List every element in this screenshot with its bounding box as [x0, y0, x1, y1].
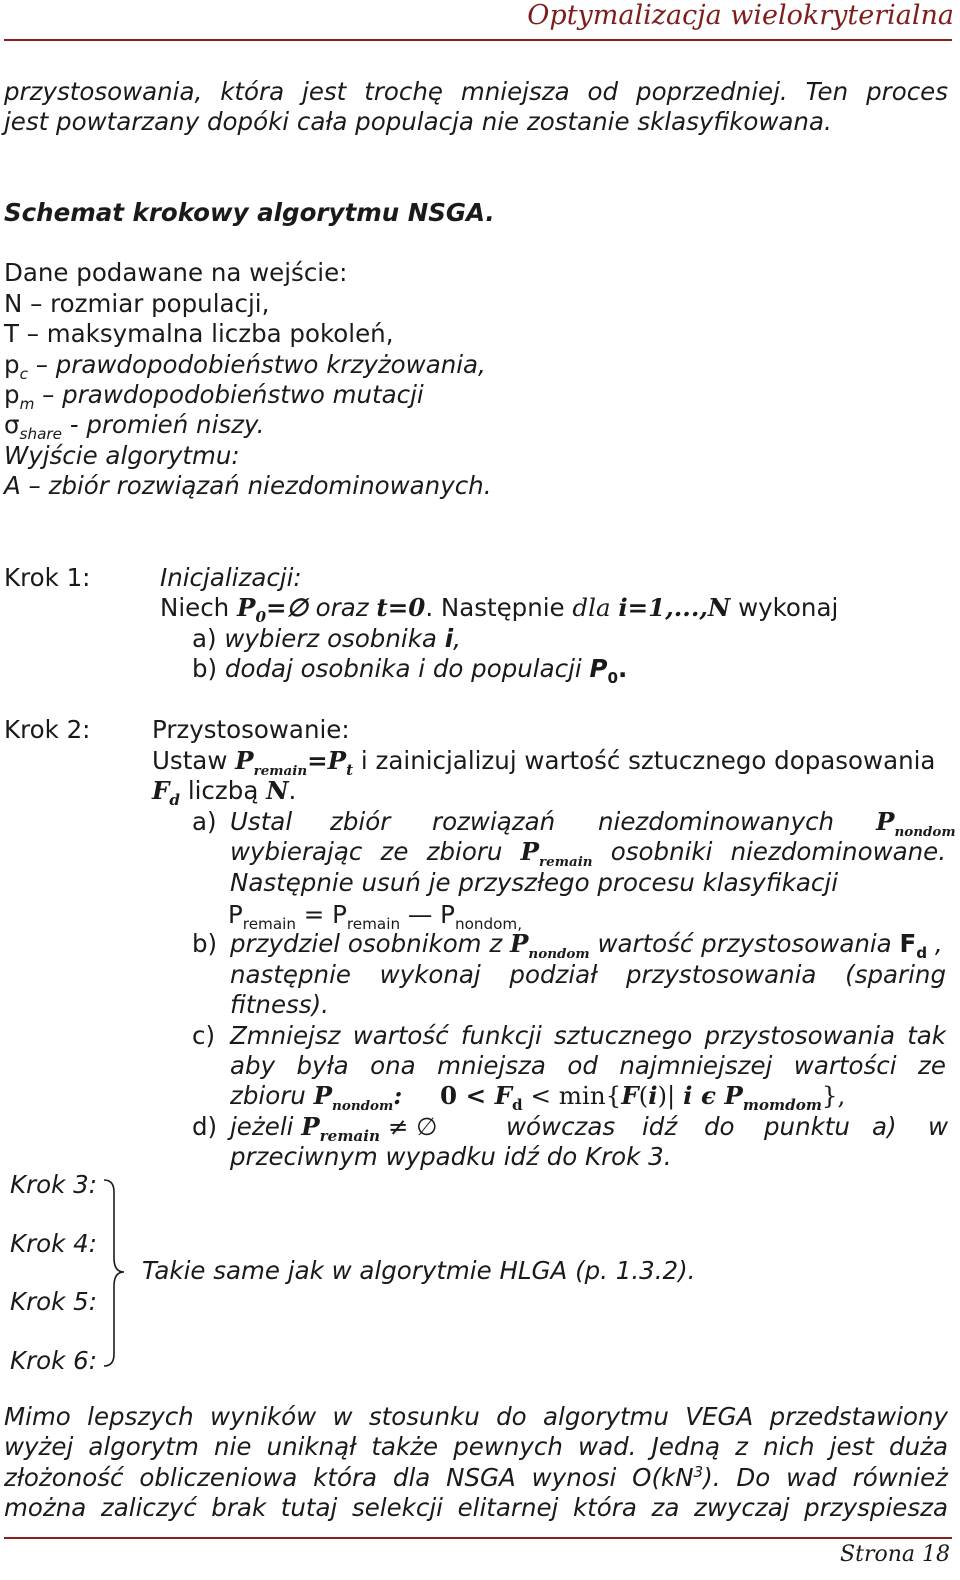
page-header-title: Optymalizacja wielokryterialna: [527, 0, 954, 31]
step-2-a-pnondom: $P_{nondom}$: [876, 807, 956, 840]
step-1-title: Inicjalizacji:: [160, 563, 302, 592]
pm-subscript: m: [19, 394, 35, 413]
step-2-d-word-5: a): [872, 1112, 897, 1141]
step-2-a-line-3: Następnie usuń je przyszłego procesu klasyfikacji: [230, 868, 839, 897]
intro-line-1: przystosowania, która jest trochę mniejsza od poprzedniej. Ten proces: [4, 77, 948, 106]
step-2-c-line-2: aby była ona mniejsza od najmniejszej wartości ze: [230, 1051, 946, 1080]
step-3-label: Krok 3:: [10, 1170, 97, 1199]
step-2-c-line-1: Zmniejsz wartość funkcji sztucznego przystosowania tak: [230, 1021, 946, 1050]
step-2-title: Przystosowanie:: [152, 715, 350, 744]
sigma-symbol: σ: [4, 410, 20, 439]
input-n: N – rozmiar populacji,: [4, 289, 270, 318]
section-title: Schemat krokowy algorytmu NSGA.: [4, 198, 495, 227]
pc-text: – prawdopodobieństwo krzyżowania,: [27, 350, 486, 379]
closing-line-4: można zaliczyć brak tutaj selekcji elitarnej która za zwyczaj przyspiesza: [4, 1493, 948, 1522]
step-5-label: Krok 5:: [10, 1287, 97, 1316]
step-2-d-word-2: idź: [642, 1112, 678, 1141]
input-sigma: [4, 410, 265, 443]
step-2-d-word-6: w: [928, 1112, 949, 1141]
input-t: T – maksymalna liczba pokoleń,: [4, 319, 394, 348]
input-pc: [4, 350, 486, 383]
pc-symbol: p: [4, 350, 20, 379]
curly-brace-icon: [100, 1178, 140, 1368]
step-2-a-word-1: Ustal: [230, 807, 293, 836]
output-a: A – zbiór rozwiązań niezdominowanych.: [4, 471, 492, 500]
step-2-b-line-2: następnie wykonaj podział przystosowania (sparing: [230, 960, 946, 989]
sigma-subscript: share: [19, 424, 62, 443]
step-2-b-label: b): [192, 929, 218, 958]
step-2-c-label: c): [192, 1021, 216, 1050]
step-6-label: Krok 6:: [10, 1346, 97, 1375]
intro-line-2: jest powtarzany dopóki cała populacja nie zostanie sklasyfikowana.: [4, 107, 832, 136]
step-2-a-word-3: rozwiązań: [432, 807, 556, 836]
step-2-d-word-1: wówczas: [506, 1112, 616, 1141]
pm-text: – prawdopodobieństwo mutacji: [34, 380, 424, 409]
step-2-line-2: $F_d$ liczbą N.: [152, 776, 297, 809]
step-2-c-line-3: zbioru $P_{nondom}$:: [230, 1081, 403, 1114]
closing-line-3: złożoność obliczeniowa która dla NSGA wynosi $O(kN^3)$. Do wad również: [4, 1462, 948, 1492]
inputs-heading: Dane podawane na wejście:: [4, 258, 348, 287]
step-2-d-label: d): [192, 1112, 218, 1141]
page-number: Strona 18: [840, 1542, 950, 1567]
closing-line-2: wyżej algorytm nie uniknął także pewnych wad. Jedną z nich jest duża: [4, 1432, 948, 1461]
input-pm: [4, 380, 424, 413]
step-2-b-line-1: przydziel osobnikom z $P_{nondom}$ wartość przystosowania $F_d$ ,: [230, 929, 943, 962]
step-1-line-1: Niech $P_0=\emptyset$ oraz t=0. Następnie dla i=1,...,N wykonaj: [160, 593, 839, 626]
step-2-d-line-2: przeciwnym wypadku idź do Krok 3.: [230, 1142, 672, 1171]
step-2-d-condition: jeżeli $P_{remain}$ ≠ ∅: [230, 1112, 438, 1145]
header-rule: [4, 39, 952, 41]
step-4-label: Krok 4:: [10, 1229, 97, 1258]
step-2-label: Krok 2:: [4, 715, 91, 744]
step-1-item-a: a) wybierz osobnika i,: [192, 624, 461, 653]
step-2-c-formula: $0 < F_d < \min\{F(i)|$ i ϵ $P_{momdom}$},: [440, 1081, 846, 1114]
step-2-a-word-4: niezdominowanych: [598, 807, 835, 836]
steps-same-as-note: Takie same jak w algorytmie HLGA (p. 1.3.2).: [142, 1256, 696, 1285]
step-2-a-word-2: zbiór: [330, 807, 391, 836]
output-heading: Wyjście algorytmu:: [4, 441, 240, 470]
step-2-a-line-2: wybierając ze zbioru $P_{remain}$ osobniki niezdominowane.: [230, 837, 947, 870]
step-1-label: Krok 1:: [4, 563, 91, 592]
pm-symbol: p: [4, 380, 20, 409]
footer-rule: [4, 1537, 952, 1539]
step-2-d-word-3: do: [704, 1112, 735, 1141]
sigma-text: - promień niszy.: [61, 410, 265, 439]
pc-subscript: c: [19, 364, 28, 383]
step-2-line-1: Ustaw $P_{remain}=P_t$ i zainicjalizuj wartość sztucznego dopasowania: [152, 746, 936, 779]
step-2-d-word-4: punktu: [764, 1112, 850, 1141]
step-2-b-line-3: fitness).: [230, 990, 329, 1019]
step-2-a-label: a): [192, 807, 217, 836]
closing-line-1: Mimo lepszych wyników w stosunku do algorytmu VEGA przedstawiony: [4, 1402, 948, 1431]
step-1-item-b: b) dodaj osobnika i do populacji $P_0$.: [192, 654, 628, 687]
step-2-a-formula: $P_{remain} = P_{remain}$ — $P_{nondom,}$: [228, 900, 523, 933]
